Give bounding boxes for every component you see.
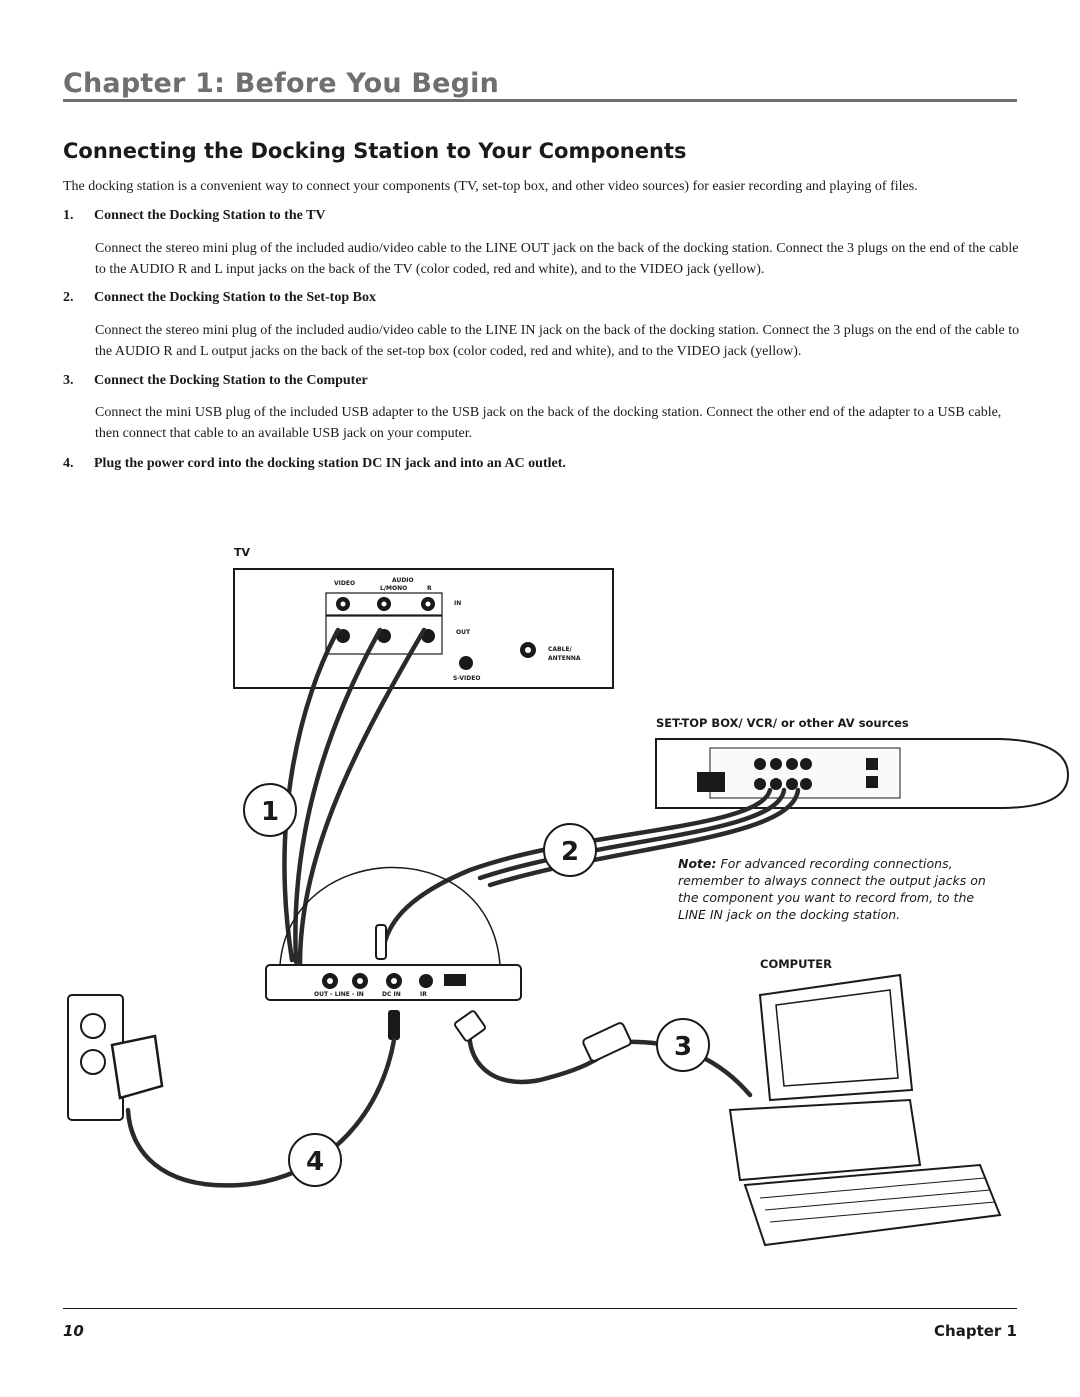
step-2-title: Connect the Docking Station to the Set-top Box xyxy=(94,290,376,305)
stb-label: SET-TOP BOX/ VCR/ or other AV sources xyxy=(656,716,909,730)
callout-3 xyxy=(657,1019,709,1071)
computer-label: COMPUTER xyxy=(760,957,832,971)
tv-audio-label: AUDIO xyxy=(392,577,414,584)
step-3-body: Connect the mini USB plug of the included USB adapter to the USB jack on the back of the docking station. Connect the other end of the adapter to a USB cable, then connect that cable to an available USB jack on your computer. xyxy=(95,405,1002,441)
tv-out-label: OUT xyxy=(456,629,471,636)
callout-1-label: 1 xyxy=(260,797,280,827)
callout-1 xyxy=(244,784,296,836)
recording-note xyxy=(678,855,998,923)
stb-power-port xyxy=(697,772,725,792)
callout-2-label: 2 xyxy=(560,837,580,867)
step-1-number: 1. xyxy=(63,208,74,223)
step-2-number: 2. xyxy=(63,290,74,305)
dock-dcin-label: DC IN xyxy=(382,991,401,998)
step-2-body: Connect the stereo mini plug of the included audio/video cable to the LINE IN jack on the back of the docking station. Connect the 3 plugs on the end of the cable to the AUDIO R and L output jacks on the back of the set-top box (color coded, red and white), and to the VIDEO jack (yellow). xyxy=(95,323,1020,359)
callout-4 xyxy=(289,1134,341,1186)
stb-rear-panel xyxy=(710,748,900,798)
dock-line-label: OUT - LINE - IN xyxy=(314,991,364,998)
step-4-number: 4. xyxy=(63,456,74,471)
note-lead: Note: xyxy=(678,856,717,871)
footer-rule xyxy=(63,1308,1017,1309)
monitor-screen xyxy=(776,990,898,1086)
callout-3-label: 3 xyxy=(673,1032,693,1062)
tv-in-label: IN xyxy=(454,600,462,607)
tv-svideo-label: S-VIDEO xyxy=(453,675,481,682)
mini-usb-plug xyxy=(454,1010,486,1042)
mini-plug xyxy=(376,925,386,959)
tv-antenna-label: ANTENNA xyxy=(548,655,581,662)
power-adapter xyxy=(112,1036,162,1098)
callout-4-label: 4 xyxy=(305,1147,325,1177)
page-number: 10 xyxy=(63,1322,84,1340)
footer-chapter: Chapter 1 xyxy=(934,1322,1017,1340)
step-4-title: Plug the power cord into the docking station DC IN jack and into an AC outlet. xyxy=(94,456,566,471)
dock-dome xyxy=(280,867,500,965)
tv-label: TV xyxy=(234,546,251,559)
step-3-number: 3. xyxy=(63,373,74,388)
note-text: For advanced recording connections, remember to always connect the output jacks on the component you want to record from, to the LINE IN jack on the docking station. xyxy=(678,856,986,922)
tv-video-label: VIDEO xyxy=(334,580,356,587)
step-1-body: Connect the stereo mini plug of the included audio/video cable to the LINE OUT jack on the back of the docking station. Connect the 3 plugs on the end of the cable to the AUDIO R and L input jacks on the back of the TV (color coded, red and white), and to the VIDEO jack (yellow). xyxy=(95,241,1019,277)
power-cord xyxy=(128,1040,394,1185)
usb-adapter xyxy=(582,1022,632,1062)
dc-plug xyxy=(388,1010,400,1040)
dock-ir-label: IR xyxy=(420,991,427,998)
callout-2 xyxy=(544,824,596,876)
step-1-title: Connect the Docking Station to the TV xyxy=(94,208,326,223)
chapter-title: Chapter 1: Before You Begin xyxy=(63,68,500,99)
tv-lmono-label: L/MONO xyxy=(380,585,408,592)
intro-paragraph: The docking station is a convenient way to connect your components (TV, set-top box, and other video sources) for easier recording and playing of files. xyxy=(63,179,918,194)
tv-r-label: R xyxy=(427,585,432,592)
tv-cable-label: CABLE/ xyxy=(548,646,572,653)
section-title: Connecting the Docking Station to Your Components xyxy=(63,139,687,163)
step-3-title: Connect the Docking Station to the Computer xyxy=(94,373,368,388)
computer-tower xyxy=(730,1100,920,1180)
